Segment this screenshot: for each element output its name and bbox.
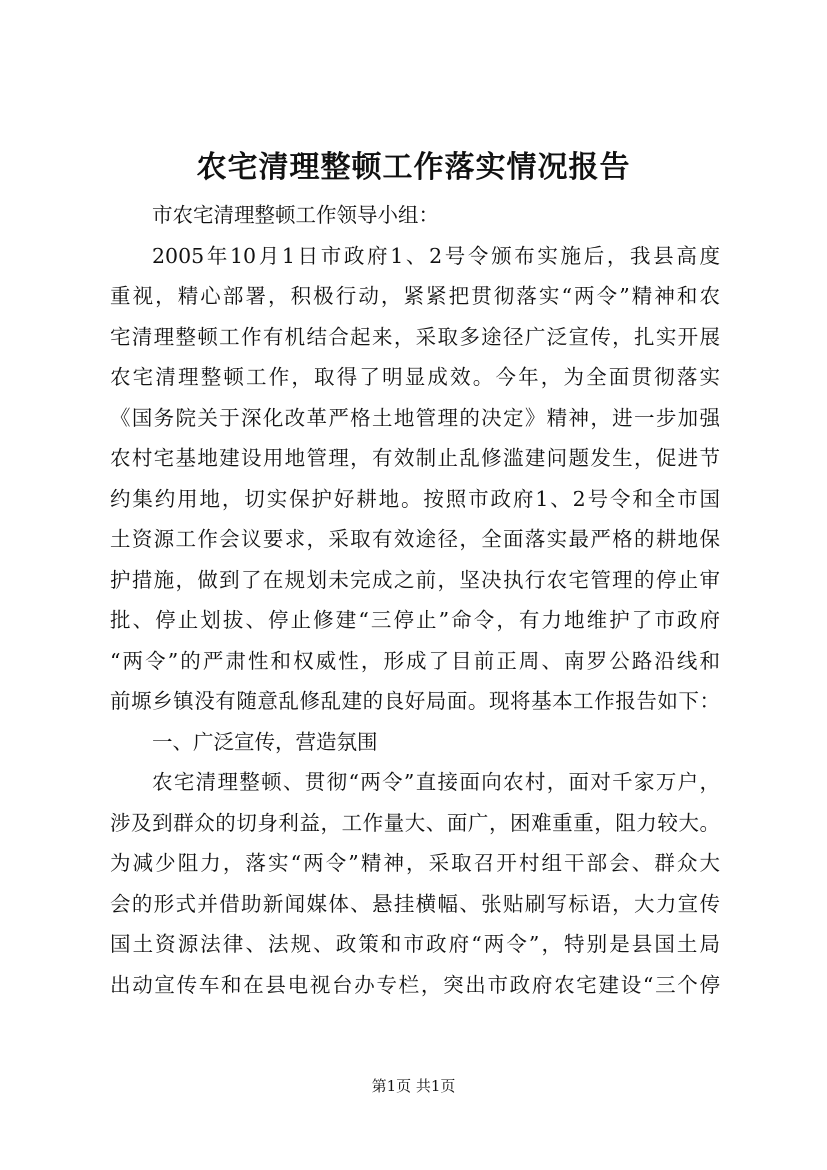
page-footer: 第1页 共1页	[371, 1077, 456, 1095]
body-line: 为减少阻力，落实“两令”精神，采取召开村组干部会、群众大	[110, 851, 720, 875]
body-line: 农宅清理整顿、贯彻“两令”直接面向农村，面对千家万户，	[152, 770, 720, 794]
body-line: 会的形式并借助新闻媒体、悬挂横幅、张贴刷写标语，大力宣传	[110, 891, 720, 916]
document-body	[110, 195, 720, 1005]
body-line: 约集约用地，切实保护好耕地。按照市政府1、2号令和全市国	[110, 486, 720, 511]
body-line: 国土资源法律、法规、政策和市政府“两令”，特别是县国土局	[110, 932, 720, 956]
body-line: 涉及到群众的切身利益，工作量大、面广，困难重重，阻力较大。	[110, 810, 720, 835]
body-line: 农宅清理整顿工作，取得了明显成效。今年，为全面贯彻落实	[110, 365, 720, 389]
body-line: 土资源工作会议要求，采取有效途径，全面落实最严格的耕地保	[110, 527, 720, 551]
body-line: 前塬乡镇没有随意乱修乱建的良好局面。现将基本工作报告如下：	[110, 689, 720, 713]
body-line: 农村宅基地建设用地管理，有效制止乱修滥建问题发生，促进节	[110, 446, 720, 470]
section-heading: 一、广泛宣传，营造氛围	[152, 729, 378, 754]
body-line: 护措施，做到了在规划未完成之前，坚决执行农宅管理的停止审	[110, 567, 720, 592]
body-line: 批、停止划拔、停止修建“三停止”命令，有力地维护了市政府	[110, 608, 720, 632]
body-line: 宅清理整顿工作有机结合起来，采取多途径广泛宣传，扎实开展	[110, 324, 720, 349]
body-line: 出动宣传车和在县电视台办专栏，突出市政府农宅建设“三个停	[110, 972, 720, 997]
body-line: 《国务院关于深化改革严格土地管理的决定》精神，进一步加强	[110, 405, 720, 430]
body-line-addressee: 市农宅清理整顿工作领导小组：	[152, 203, 439, 227]
body-line: 重视，精心部署，积极行动，紧紧把贯彻落实“两令”精神和农	[110, 284, 720, 308]
body-line: 2005年10月1日市政府1、2号令颁布实施后，我县高度	[152, 243, 720, 268]
document-title: 农宅清理整顿工作落实情况报告	[196, 150, 631, 185]
body-line: “两令”的严肃性和权威性，形成了目前正周、南罗公路沿线和	[110, 648, 720, 673]
